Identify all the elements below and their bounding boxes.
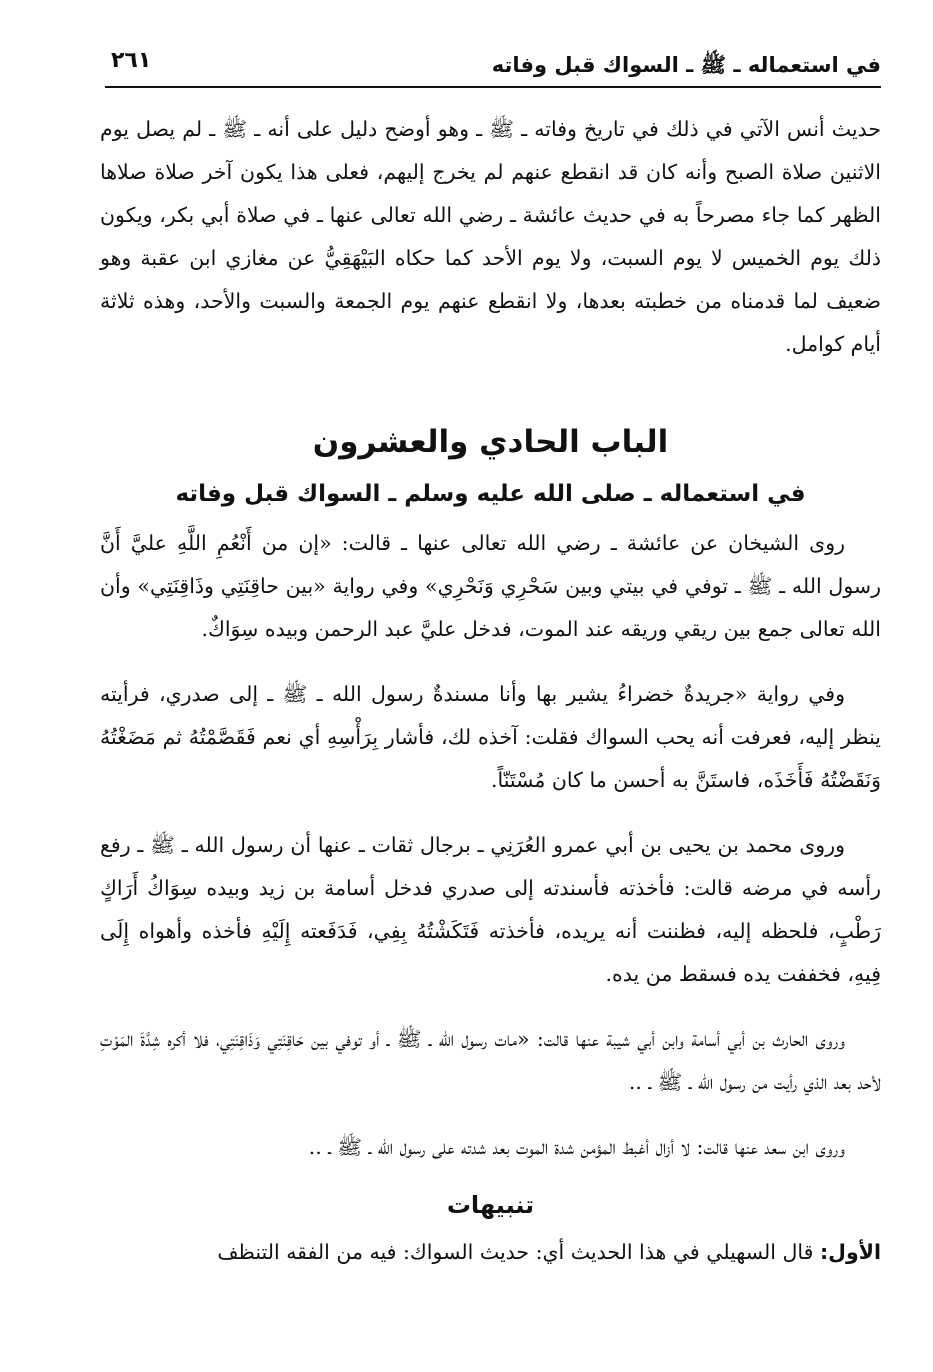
paragraph-spacer bbox=[100, 651, 881, 673]
paragraph-spacer bbox=[100, 802, 881, 824]
page-number: ٢٦١ bbox=[111, 48, 152, 73]
hadith-paragraph: وروى ابن سعد عنها قالت: لا أزال أغبط المؤمن شدة الموت بعد شدته على رسول الله ـ ﷺ ـ .. bbox=[308, 1135, 845, 1159]
hadith-paragraph: وروى الحارث بن أبي أسامة وابن أبي شيبة عنها قالت: «مات رسول الله ـ ﷺ ـ أو توفي بين حَاقِنَتِي وَذَاقِنَتِي، فلا أكره شِدَّةَ المَوْتِ لأحد بعد الذي رأيت من رسول الله ـ ﷺ ـ .. bbox=[100, 1027, 881, 1094]
chapter-subtitle: في استعماله ـ صلى الله عليه وسلم ـ السواك قبل وفاته bbox=[175, 481, 806, 507]
paragraph-spacer bbox=[100, 996, 881, 1018]
intro-paragraph: حديث أنس الآتي في ذلك في تاريخ وفاته ـ ﷺ ـ وهو أوضح دليل على أنه ـ ﷺ ـ لم يصل يوم الاثنين صلاة الصبح وأنه كان قد انقطع عنهم لم يخرج إليهم، فعلى هذا يكون آخر صلاة صلاها الظهر كما جاء مصرحاً به في حديث عائشة ـ رضي الله تعالى عنها ـ في صلاة أبي بكر، ويكون ذلك يوم الخميس لا يوم السبت، ولا يوم الأحد كما حكاه البَيْهَقِيُّ عن مغازي ابن عقبة وهو ضعيف لما قدمناه من خطبته بعدها، ولا انقطع عنهم يوم الجمعة والسبت والأحد، وهذه ثلاثة أيام كوامل. bbox=[100, 117, 881, 356]
page-header bbox=[105, 40, 881, 88]
chapter-title: الباب الحادي والعشرون bbox=[312, 424, 669, 460]
section-gap bbox=[100, 366, 881, 410]
notes-first-paragraph bbox=[100, 1231, 881, 1274]
hadith-paragraph: روى الشيخان عن عائشة ـ رضي الله تعالى عنها ـ قالت: «إن من أَنْعُمِ اللَّهِ عليَّ أَنَّ رسول الله ـ ﷺ ـ توفي في بيتي وبين سَحْرِي وَنَحْرِي» وفي رواية «بين حاقِنَتِي وذَاقِنَتِي» وأن الله تعالى جمع بين ريقي وريقه عند الموت، فدخل عليَّ عبد الرحمن وبيده سِوَاكٌ. bbox=[100, 531, 881, 641]
page-body bbox=[100, 108, 881, 1274]
hadith-paragraph: وروى محمد بن يحيى بن أبي عمرو العُرَنِي ـ برجال ثقات ـ عنها أن رسول الله ـ ﷺ ـ رفع رأسه في مرضه قالت: فأخذته فأسندته إلى صدري فدخل أسامة بن زيد وبيده سِوَاكُ أَرَاكٍ رَطْبٍ، فلحظه إليه، فظننت أنه يريده، فأخذته فَتَكَشْتُهُ بِفِي، فَدَفَعته إِلَيْهِ فأخذه وأهواه إِلَى فِيهِ، فخففت يده فسقط من يده. bbox=[100, 833, 881, 986]
notes-title: تنبيهات bbox=[446, 1191, 535, 1219]
paragraph-spacer bbox=[100, 1104, 881, 1126]
notes-first-label: الأول: bbox=[819, 1240, 881, 1264]
notes-first-text: قال السهيلي في هذا الحديث أي: حديث السواك: فيه من الفقه التنظف bbox=[217, 1240, 814, 1264]
running-title: في استعماله ـ ﷺ ـ السواك قبل وفاته bbox=[491, 53, 881, 77]
hadith-paragraph: وفي رواية «جريدةٌ خضراءُ يشير بها وأنا مسندةٌ رسول الله ـ ﷺ ـ إلى صدري، فرأيته ينظر إليه، فعرفت أنه يحب السواك فقلت: آخذه لك، فأشار بِرَأْسِهِ أي نعم فَقَصَّمْتُهُ ثم مَضَغْتُهُ وَنَقَضْتُهُ فَأَخَذَه، فاستَنَّ به أحسن ما كان مُسْتَنّاً. bbox=[100, 682, 881, 792]
